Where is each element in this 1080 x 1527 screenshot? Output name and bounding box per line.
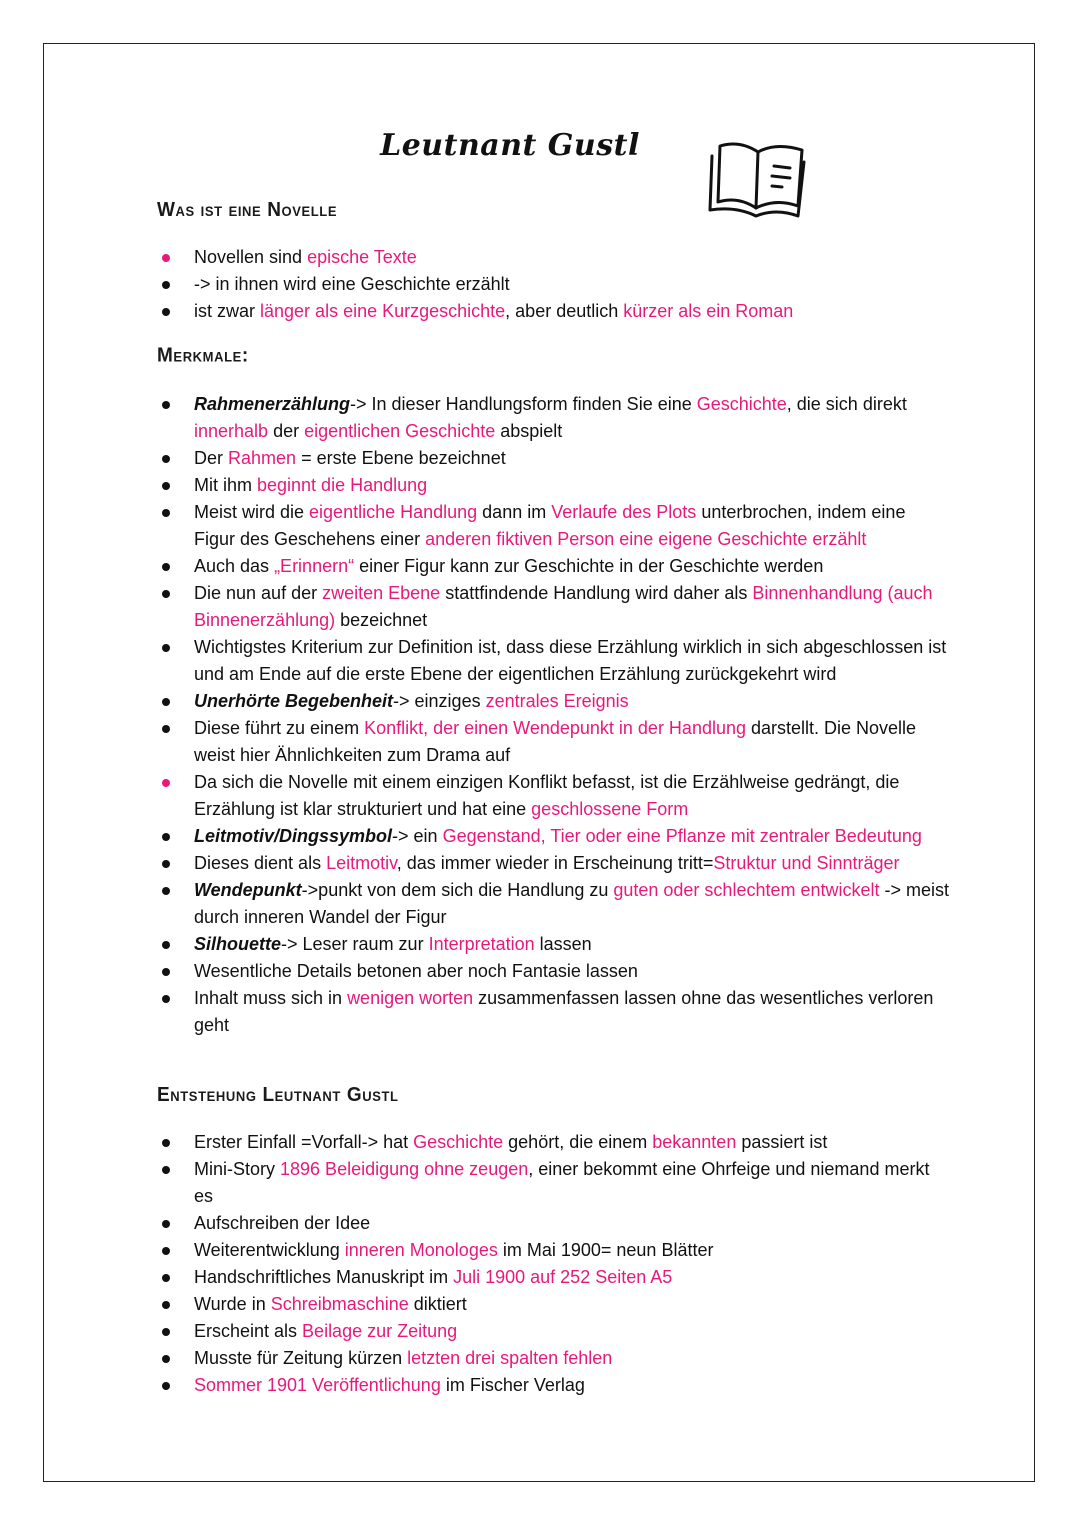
bullet-icon <box>162 1247 170 1255</box>
text: Da sich die Novelle mit einem einzigen Konflikt befasst, ist die Erzählweise gedrängt, die Erzählung ist klar strukturiert und hat eine <box>194 772 900 819</box>
bullet-icon <box>162 995 170 1003</box>
text: Mini-Story <box>194 1159 281 1179</box>
text: im Fischer Verlag <box>440 1375 585 1395</box>
list-item <box>0 1129 1080 1156</box>
text: Wurde in <box>194 1294 271 1314</box>
list-entstehung <box>0 1129 1080 1399</box>
bullet-icon <box>162 698 170 706</box>
highlighted-text: 1896 Beleidigung ohne zeugen <box>280 1159 529 1179</box>
list-item <box>0 1291 1080 1318</box>
section-heading-entstehung: Entstehung Leutnant Gustl <box>157 1084 399 1107</box>
highlighted-text: guten oder schlechtem entwickelt <box>613 880 880 900</box>
text: , das immer wieder in Erscheinung tritt= <box>396 853 714 873</box>
bullet-icon <box>162 1328 170 1336</box>
list-item <box>0 985 1080 1039</box>
bullet-icon <box>162 860 170 868</box>
text: ist zwar <box>194 301 261 321</box>
highlighted-text: Geschichte <box>696 394 787 414</box>
text: Musste für Zeitung kürzen <box>194 1348 408 1368</box>
text: Aufschreiben der Idee <box>194 1213 371 1233</box>
text: Mit ihm <box>194 475 257 495</box>
highlighted-text: eigentliche Handlung <box>309 502 478 522</box>
text: dann im <box>477 502 552 522</box>
highlighted-text: Juli 1900 auf 252 Seiten A5 <box>453 1267 673 1287</box>
text: bezeichnet <box>335 610 428 630</box>
highlighted-text: beginnt die Handlung <box>257 475 428 495</box>
text: Wichtigstes Kriterium zur Definition ist, dass diese Erzählung wirklich in sich abgeschlossen ist und am Ende auf die erste Ebene der eigentlichen Erzählung zurückgekehrt wird <box>194 637 947 684</box>
highlighted-text: Beilage zur Zeitung <box>302 1321 458 1341</box>
highlighted-text: Verlaufe des Plots <box>551 502 697 522</box>
list-item <box>0 823 1080 850</box>
bullet-icon <box>162 833 170 841</box>
bullet-icon <box>162 1139 170 1147</box>
highlighted-text: Rahmen <box>228 448 297 468</box>
list-item <box>0 958 1080 985</box>
text: diktiert <box>408 1294 467 1314</box>
bullet-icon <box>162 563 170 571</box>
text: Erster Einfall =Vorfall-> hat <box>194 1132 414 1152</box>
text: , einer bekommt eine Ohrfeige und niemand merkt es <box>194 1159 930 1206</box>
list-item <box>0 553 1080 580</box>
text: unterbrochen, indem eine Figur des Geschehens einer <box>194 502 906 549</box>
highlighted-text: länger als eine Kurzgeschichte <box>260 301 506 321</box>
text: ->punkt von dem sich die Handlung zu <box>301 880 614 900</box>
list-item <box>0 1237 1080 1264</box>
highlighted-text: Sommer 1901 Veröffentlichung <box>194 1375 441 1395</box>
list-merkmale <box>0 391 1080 1039</box>
list-item <box>0 769 1080 823</box>
bullet-icon <box>162 1220 170 1228</box>
bullet-icon <box>162 308 170 316</box>
term-text: Wendepunkt <box>194 880 302 900</box>
bullet-icon <box>162 1166 170 1174</box>
term-text: Silhouette <box>194 934 282 954</box>
list-item <box>0 499 1080 553</box>
bullet-icon <box>162 644 170 652</box>
bullet-icon <box>162 968 170 976</box>
text: gehört, die einem <box>503 1132 653 1152</box>
term-text: Rahmenerzählung <box>194 394 351 414</box>
bullet-icon <box>162 509 170 517</box>
text: Weiterentwicklung <box>194 1240 345 1260</box>
list-item <box>0 1318 1080 1345</box>
list-item <box>0 850 1080 877</box>
bullet-icon <box>162 779 170 787</box>
list-item <box>0 580 1080 634</box>
list-item <box>0 1156 1080 1210</box>
list-item <box>0 445 1080 472</box>
text: Dieses dient als <box>194 853 327 873</box>
highlighted-text: Struktur und Sinnträger <box>713 853 900 873</box>
term-text: Leitmotiv/Dingssymbol <box>194 826 393 846</box>
highlighted-text: epische Texte <box>307 247 417 267</box>
highlighted-text: Geschichte <box>413 1132 504 1152</box>
bullet-icon <box>162 590 170 598</box>
text: lassen <box>534 934 592 954</box>
list-novelle <box>0 244 1080 325</box>
text: = erste Ebene bezeichnet <box>296 448 506 468</box>
list-item <box>0 391 1080 445</box>
bullet-icon <box>162 887 170 895</box>
text: Inhalt muss sich in <box>194 988 348 1008</box>
highlighted-text: kürzer als ein Roman <box>623 301 794 321</box>
highlighted-text: Binnenhandlung (auch Binnenerzählung) <box>194 583 933 630</box>
list-item <box>0 244 1080 271</box>
bullet-icon <box>162 455 170 463</box>
text: -> meist durch inneren Wandel der Figur <box>194 880 950 927</box>
list-item <box>0 715 1080 769</box>
highlighted-text: Gegenstand, Tier oder eine Pflanze mit zentraler Bedeutung <box>442 826 922 846</box>
text: einer Figur kann zur Geschichte in der Geschichte werden <box>354 556 824 576</box>
text: -> Leser raum zur <box>281 934 429 954</box>
text: zusammenfassen lassen ohne das wesentliches verloren geht <box>194 988 934 1035</box>
list-item <box>0 688 1080 715</box>
text: , die sich direkt <box>786 394 907 414</box>
bullet-icon <box>162 1301 170 1309</box>
highlighted-text: innerhalb <box>194 421 269 441</box>
highlighted-text: „Erinnern“ <box>274 556 355 576</box>
text: Erscheint als <box>194 1321 303 1341</box>
highlighted-text: Interpretation <box>428 934 535 954</box>
text: Der <box>194 448 229 468</box>
text: -> ein <box>392 826 443 846</box>
list-item <box>0 1264 1080 1291</box>
bullet-icon <box>162 1274 170 1282</box>
text: abspielt <box>495 421 563 441</box>
list-item <box>0 472 1080 499</box>
highlighted-text: anderen fiktiven Person eine eigene Geschichte erzählt <box>425 529 867 549</box>
text: passiert ist <box>736 1132 828 1152</box>
highlighted-text: zweiten Ebene <box>322 583 441 603</box>
text: im Mai 1900= neun Blätter <box>497 1240 714 1260</box>
bullet-icon <box>162 281 170 289</box>
highlighted-text: Konflikt, der einen Wendepunkt in der Handlung <box>364 718 746 738</box>
highlighted-text: letzten drei spalten fehlen <box>407 1348 613 1368</box>
list-item <box>0 1372 1080 1399</box>
bullet-icon <box>162 401 170 409</box>
text: Handschriftliches Manuskript im <box>194 1267 454 1287</box>
highlighted-text: inneren Monologes <box>344 1240 498 1260</box>
highlighted-text: Schreibmaschine <box>270 1294 409 1314</box>
bullet-icon <box>162 1382 170 1390</box>
list-item <box>0 931 1080 958</box>
highlighted-text: wenigen worten <box>347 988 474 1008</box>
list-item <box>0 298 1080 325</box>
section-heading-merkmale: Merkmale: <box>157 344 249 367</box>
text: Wesentliche Details betonen aber noch Fantasie lassen <box>194 961 638 981</box>
open-book-icon <box>706 136 814 226</box>
text: , aber deutlich <box>505 301 624 321</box>
section-heading-novelle: Was ist eine Novelle <box>157 199 338 222</box>
highlighted-text: zentrales Ereignis <box>485 691 629 711</box>
text: Meist wird die <box>194 502 310 522</box>
text: stattfindende Handlung wird daher als <box>440 583 753 603</box>
text: -> einziges <box>393 691 486 711</box>
highlighted-text: bekannten <box>652 1132 737 1152</box>
highlighted-text: eigentlichen Geschichte <box>304 421 496 441</box>
text: Diese führt zu einem <box>194 718 365 738</box>
text: Die nun auf der <box>194 583 323 603</box>
bullet-icon <box>162 941 170 949</box>
text: Novellen sind <box>194 247 308 267</box>
list-item <box>0 271 1080 298</box>
bullet-icon <box>162 254 170 262</box>
list-item <box>0 1345 1080 1372</box>
list-item <box>0 634 1080 688</box>
text: -> In dieser Handlungsform finden Sie eine <box>350 394 697 414</box>
text: -> in ihnen wird eine Geschichte erzählt <box>194 274 510 294</box>
bullet-icon <box>162 725 170 733</box>
highlighted-text: geschlossene Form <box>531 799 689 819</box>
term-text: Unerhörte Begebenheit <box>194 691 394 711</box>
text: Auch das <box>194 556 275 576</box>
bullet-icon <box>162 1355 170 1363</box>
highlighted-text: Leitmotiv <box>326 853 397 873</box>
bullet-icon <box>162 482 170 490</box>
text: der <box>268 421 305 441</box>
page-title: Leutnant Gustl <box>380 128 640 163</box>
list-item <box>0 1210 1080 1237</box>
text: darstellt. Die Novelle weist hier Ähnlichkeiten zum Drama auf <box>194 718 917 765</box>
list-item <box>0 877 1080 931</box>
